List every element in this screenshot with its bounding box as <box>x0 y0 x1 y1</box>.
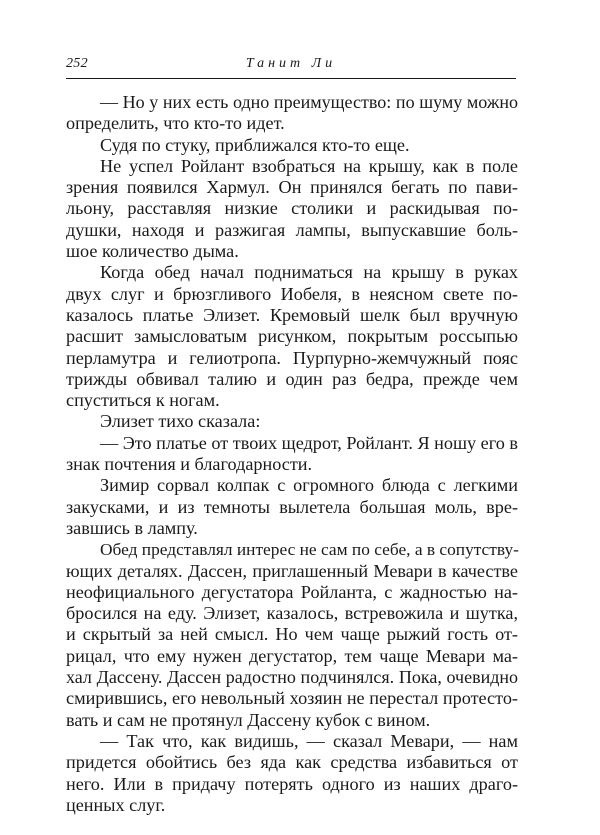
text-line: казалось платье Элизет. Кремовый шелк был вручную <box>66 304 518 325</box>
page-number: 252 <box>66 56 88 71</box>
text-line: смирившись, его невольный хозяин не перестал протесто- <box>66 688 518 709</box>
text-line: закусками, и из темноты вылетела большая моль, вре- <box>66 496 518 517</box>
text-line: ющих деталях. Дассен, приглашенный Мевари в качестве <box>66 560 518 581</box>
text-line: Элизет тихо сказала: <box>100 411 261 432</box>
text-line: Судя по стуку, приближался кто-то еще. <box>100 134 410 155</box>
text-line: спуститься к ногам. <box>66 390 220 411</box>
text-line: льону, расставляя низкие столики и раскидывая по- <box>66 198 518 219</box>
text-line: — Это платье от твоих щедрот, Ройлант. Я ношу его в <box>100 432 518 453</box>
text-line: рицал, что ему нужен дегустатор, тем чаще Мевари ма- <box>66 645 518 666</box>
text-line: шое количество дыма. <box>66 241 239 262</box>
text-line: и скрытый за ней смысл. Но чем чаще рыжий гость от- <box>66 624 518 645</box>
text-line: расшит замысловатым рисунком, покрытым россыпью <box>66 326 518 347</box>
text-line: определить, что кто-то идет. <box>66 113 285 134</box>
text-line: зрения появился Хармул. Он принялся бегать по пави- <box>66 177 518 198</box>
text-line: ценных слуг. <box>66 794 166 815</box>
text-line: двух слуг и брюзгливого Иобеля, в неясном свете по- <box>66 283 518 304</box>
text-line: Обед представлял интерес не сам по себе, а в сопутству- <box>100 540 519 560</box>
text-line: неофициального дегустатора Ройланта, с жадностью на- <box>66 581 518 602</box>
text-line: Зимир сорвал колпак с огромного блюда с легкими <box>100 475 518 496</box>
page-header <box>66 56 516 80</box>
text-line: него. Или в придачу потерять одного из наших драго- <box>66 773 518 794</box>
running-title: Танит Ли <box>245 56 337 71</box>
text-line: завшись в лампу. <box>66 517 198 538</box>
text-line: придется обойтись без яда как средства избавиться от <box>66 752 518 773</box>
text-line: вать и сам не протянул Дассену кубок с вином. <box>66 709 431 730</box>
text-line: Не успел Ройлант взобраться на крышу, как в поле <box>100 155 518 176</box>
header-rule <box>66 78 516 79</box>
body-text <box>66 92 518 816</box>
text-line: — Но у них есть одно преимущество: по шуму можно <box>100 92 518 112</box>
text-line: — Так что, как видишь, — сказал Мевари, — нам <box>100 730 518 751</box>
text-line: трижды обвивал талию и один раз бедра, прежде чем <box>66 368 518 389</box>
text-line: душки, находя и разжигая лампы, выпускавшие боль- <box>66 219 518 240</box>
text-line: хал Дассену. Дассен радостно подчинялся. Пока, очевидно <box>66 667 518 688</box>
text-line: Когда обед начал подниматься на крышу в руках <box>100 262 518 283</box>
text-line: знак почтения и благодарности. <box>66 454 313 475</box>
text-line: перламутра и гелиотропа. Пурпурно-жемчужный пояс <box>66 347 518 368</box>
text-line: бросился на еду. Элизет, казалось, встревожила и шутка, <box>66 603 518 624</box>
